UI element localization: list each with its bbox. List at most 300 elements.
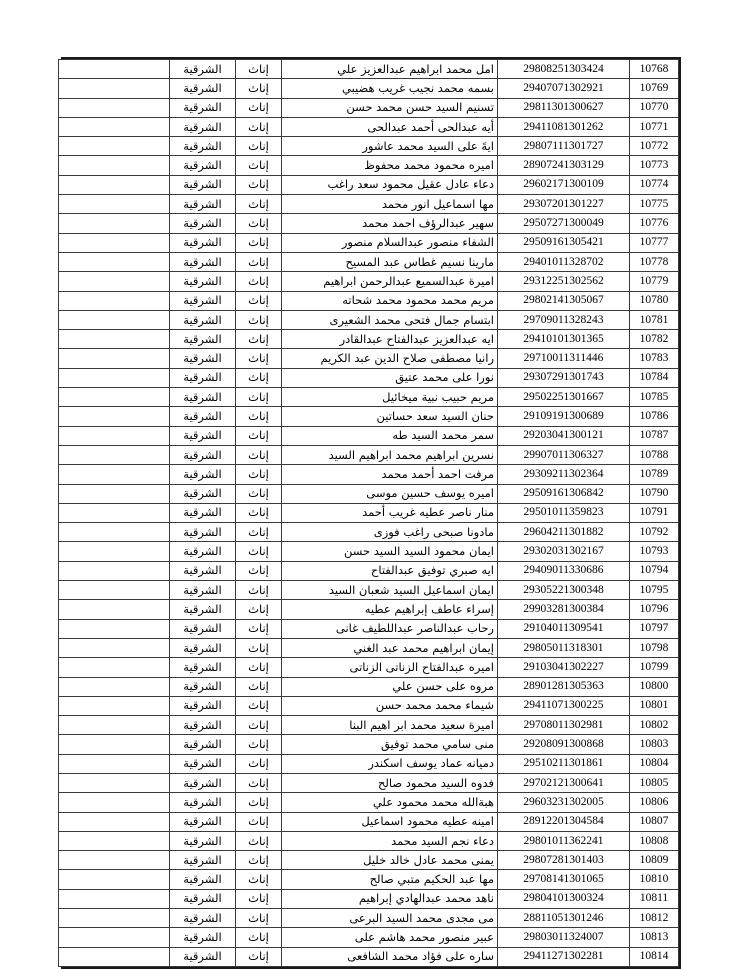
cell-national-id: 28912201304584 xyxy=(498,812,630,831)
cell-gender: إناث xyxy=(236,735,282,754)
cell-national-id: 29501011359823 xyxy=(498,503,630,522)
cell-blank xyxy=(59,696,170,715)
cell-sequence-number: 10776 xyxy=(630,214,679,233)
cell-gender: إناث xyxy=(236,291,282,310)
cell-national-id: 29302031302167 xyxy=(498,542,630,561)
cell-sequence-number: 10798 xyxy=(630,638,679,657)
table-row xyxy=(59,754,679,773)
cell-sequence-number: 10783 xyxy=(630,349,679,368)
table-row xyxy=(59,484,679,503)
cell-national-id: 29411081301262 xyxy=(498,117,630,136)
cell-blank xyxy=(59,561,170,580)
cell-gender: إناث xyxy=(236,773,282,792)
cell-sequence-number: 10772 xyxy=(630,137,679,156)
table-row xyxy=(59,638,679,657)
cell-person-name: منار ناصر عطيه غريب أحمد xyxy=(282,503,498,522)
cell-gender: إناث xyxy=(236,175,282,194)
cell-sequence-number: 10812 xyxy=(630,909,679,928)
cell-gender: إناث xyxy=(236,523,282,542)
cell-gender: إناث xyxy=(236,831,282,850)
cell-governorate: الشرقية xyxy=(170,716,236,735)
cell-national-id: 28811051301246 xyxy=(498,909,630,928)
cell-sequence-number: 10792 xyxy=(630,523,679,542)
table-row xyxy=(59,561,679,580)
cell-blank xyxy=(59,716,170,735)
table-row xyxy=(59,600,679,619)
cell-gender: إناث xyxy=(236,600,282,619)
cell-blank xyxy=(59,233,170,252)
cell-national-id: 29702121300641 xyxy=(498,773,630,792)
table-row xyxy=(59,117,679,136)
cell-sequence-number: 10778 xyxy=(630,252,679,271)
cell-national-id: 29307291301743 xyxy=(498,368,630,387)
cell-governorate: الشرقية xyxy=(170,214,236,233)
cell-sequence-number: 10802 xyxy=(630,716,679,735)
cell-gender: إناث xyxy=(236,638,282,657)
cell-gender: إناث xyxy=(236,503,282,522)
cell-blank xyxy=(59,870,170,889)
table-row xyxy=(59,465,679,484)
cell-blank xyxy=(59,407,170,426)
cell-national-id: 29305221300348 xyxy=(498,581,630,600)
cell-national-id: 29312251302562 xyxy=(498,272,630,291)
cell-governorate: الشرقية xyxy=(170,98,236,117)
cell-gender: إناث xyxy=(236,79,282,98)
cell-gender: إناث xyxy=(236,889,282,908)
cell-person-name: ايمان محمود السيد السيد حسن xyxy=(282,542,498,561)
cell-sequence-number: 10785 xyxy=(630,388,679,407)
cell-national-id: 29411271302281 xyxy=(498,947,630,966)
table-row xyxy=(59,909,679,928)
cell-governorate: الشرقية xyxy=(170,79,236,98)
cell-national-id: 29801011362241 xyxy=(498,831,630,850)
cell-person-name: الشفاء منصور عبدالسلام منصور xyxy=(282,233,498,252)
cell-person-name: دعاء عادل عقيل محمود سعد راغب xyxy=(282,175,498,194)
cell-national-id: 29411071300225 xyxy=(498,696,630,715)
cell-national-id: 29807111301727 xyxy=(498,137,630,156)
cell-gender: إناث xyxy=(236,426,282,445)
cell-blank xyxy=(59,754,170,773)
cell-sequence-number: 10781 xyxy=(630,310,679,329)
cell-sequence-number: 10807 xyxy=(630,812,679,831)
cell-governorate: الشرقية xyxy=(170,677,236,696)
cell-blank xyxy=(59,503,170,522)
cell-gender: إناث xyxy=(236,117,282,136)
cell-sequence-number: 10775 xyxy=(630,195,679,214)
table-row xyxy=(59,658,679,677)
cell-governorate: الشرقية xyxy=(170,388,236,407)
cell-governorate: الشرقية xyxy=(170,638,236,657)
cell-gender: إناث xyxy=(236,407,282,426)
table-row xyxy=(59,523,679,542)
cell-sequence-number: 10803 xyxy=(630,735,679,754)
cell-national-id: 29510211301861 xyxy=(498,754,630,773)
cell-person-name: يمنى محمد عادل خالد خليل xyxy=(282,851,498,870)
cell-blank xyxy=(59,195,170,214)
cell-governorate: الشرقية xyxy=(170,735,236,754)
cell-sequence-number: 10793 xyxy=(630,542,679,561)
cell-person-name: رحاب عبدالناصر عبداللطيف غانى xyxy=(282,619,498,638)
cell-blank xyxy=(59,909,170,928)
cell-person-name: ناهد محمد عبدالهادي إبراهيم xyxy=(282,889,498,908)
cell-national-id: 29802141305067 xyxy=(498,291,630,310)
cell-governorate: الشرقية xyxy=(170,600,236,619)
cell-person-name: تسنيم السيد حسن محمد حسن xyxy=(282,98,498,117)
cell-national-id: 29807281301403 xyxy=(498,851,630,870)
cell-person-name: أيه عبدالحى أحمد عبدالحى xyxy=(282,117,498,136)
cell-national-id: 29708011302981 xyxy=(498,716,630,735)
table-row xyxy=(59,407,679,426)
cell-sequence-number: 10784 xyxy=(630,368,679,387)
cell-person-name: مرفت احمد أحمد محمد xyxy=(282,465,498,484)
cell-governorate: الشرقية xyxy=(170,619,236,638)
cell-blank xyxy=(59,581,170,600)
cell-blank xyxy=(59,388,170,407)
cell-governorate: الشرقية xyxy=(170,349,236,368)
cell-person-name: ساره على فؤاد محمد الشافعى xyxy=(282,947,498,966)
cell-person-name: ايه صبري توفيق عبدالفتاح xyxy=(282,561,498,580)
cell-person-name: اميرة عبدالسميع عبدالرحمن ابراهيم xyxy=(282,272,498,291)
cell-blank xyxy=(59,658,170,677)
cell-sequence-number: 10796 xyxy=(630,600,679,619)
cell-governorate: الشرقية xyxy=(170,658,236,677)
cell-gender: إناث xyxy=(236,349,282,368)
cell-sequence-number: 10791 xyxy=(630,503,679,522)
cell-governorate: الشرقية xyxy=(170,117,236,136)
cell-governorate: الشرقية xyxy=(170,195,236,214)
cell-sequence-number: 10805 xyxy=(630,773,679,792)
cell-gender: إناث xyxy=(236,754,282,773)
cell-national-id: 29104011309541 xyxy=(498,619,630,638)
table-row xyxy=(59,272,679,291)
cell-person-name: نورا على محمد عتيق xyxy=(282,368,498,387)
cell-national-id: 29708141301065 xyxy=(498,870,630,889)
cell-blank xyxy=(59,79,170,98)
cell-gender: إناث xyxy=(236,465,282,484)
cell-blank xyxy=(59,291,170,310)
cell-gender: إناث xyxy=(236,947,282,966)
cell-governorate: الشرقية xyxy=(170,696,236,715)
cell-blank xyxy=(59,928,170,947)
cell-blank xyxy=(59,445,170,464)
cell-person-name: شيماء محمد محمد حسن xyxy=(282,696,498,715)
table-row xyxy=(59,542,679,561)
cell-blank xyxy=(59,889,170,908)
cell-sequence-number: 10768 xyxy=(630,60,679,79)
table-row xyxy=(59,831,679,850)
cell-governorate: الشرقية xyxy=(170,252,236,271)
cell-national-id: 29410101301365 xyxy=(498,330,630,349)
cell-national-id: 29309211302364 xyxy=(498,465,630,484)
cell-gender: إناث xyxy=(236,851,282,870)
cell-sequence-number: 10788 xyxy=(630,445,679,464)
cell-sequence-number: 10797 xyxy=(630,619,679,638)
cell-gender: إناث xyxy=(236,870,282,889)
table-row xyxy=(59,773,679,792)
cell-person-name: اميره عبدالفتاح الزناتى الزناتى xyxy=(282,658,498,677)
cell-national-id: 29401011328702 xyxy=(498,252,630,271)
cell-governorate: الشرقية xyxy=(170,330,236,349)
cell-gender: إناث xyxy=(236,793,282,812)
table-row xyxy=(59,388,679,407)
cell-blank xyxy=(59,484,170,503)
table-row xyxy=(59,793,679,812)
cell-person-name: نسرين ابراهيم محمد ابراهيم السيد xyxy=(282,445,498,464)
cell-sequence-number: 10789 xyxy=(630,465,679,484)
cell-national-id: 29602171300109 xyxy=(498,175,630,194)
cell-national-id: 29103041302227 xyxy=(498,658,630,677)
table-row xyxy=(59,619,679,638)
cell-governorate: الشرقية xyxy=(170,175,236,194)
table-row xyxy=(59,947,679,966)
table-row xyxy=(59,310,679,329)
table-row xyxy=(59,214,679,233)
table-row xyxy=(59,445,679,464)
cell-blank xyxy=(59,600,170,619)
cell-sequence-number: 10782 xyxy=(630,330,679,349)
cell-blank xyxy=(59,619,170,638)
table-row xyxy=(59,677,679,696)
cell-gender: إناث xyxy=(236,310,282,329)
cell-person-name: سمر محمد السيد طه xyxy=(282,426,498,445)
cell-person-name: دميانه عماد يوسف اسكندر xyxy=(282,754,498,773)
table-row xyxy=(59,349,679,368)
cell-person-name: مها اسماعيل انور محمد xyxy=(282,195,498,214)
table-row xyxy=(59,581,679,600)
cell-gender: إناث xyxy=(236,388,282,407)
cell-sequence-number: 10779 xyxy=(630,272,679,291)
table-row xyxy=(59,368,679,387)
cell-gender: إناث xyxy=(236,716,282,735)
cell-gender: إناث xyxy=(236,619,282,638)
cell-sequence-number: 10799 xyxy=(630,658,679,677)
cell-person-name: دعاء نجم السيد محمد xyxy=(282,831,498,850)
cell-national-id: 29808251303424 xyxy=(498,60,630,79)
cell-blank xyxy=(59,330,170,349)
table-row xyxy=(59,503,679,522)
cell-blank xyxy=(59,252,170,271)
cell-gender: إناث xyxy=(236,330,282,349)
cell-national-id: 28901281305363 xyxy=(498,677,630,696)
table-row xyxy=(59,175,679,194)
cell-gender: إناث xyxy=(236,542,282,561)
table-row xyxy=(59,716,679,735)
cell-governorate: الشرقية xyxy=(170,947,236,966)
cell-person-name: إسراء عاطف إبراهيم عطيه xyxy=(282,600,498,619)
cell-national-id: 29502251301667 xyxy=(498,388,630,407)
cell-governorate: الشرقية xyxy=(170,445,236,464)
cell-blank xyxy=(59,368,170,387)
table-row xyxy=(59,889,679,908)
cell-gender: إناث xyxy=(236,195,282,214)
cell-national-id: 29203041300121 xyxy=(498,426,630,445)
cell-blank xyxy=(59,851,170,870)
cell-blank xyxy=(59,60,170,79)
cell-person-name: ايةَ على السيد محمد عاشور xyxy=(282,137,498,156)
cell-person-name: اميره يوسف حسين موسى xyxy=(282,484,498,503)
cell-governorate: الشرقية xyxy=(170,561,236,580)
cell-blank xyxy=(59,947,170,966)
cell-gender: إناث xyxy=(236,658,282,677)
cell-person-name: منى سامي محمد توفيق xyxy=(282,735,498,754)
table-row xyxy=(59,851,679,870)
cell-sequence-number: 10808 xyxy=(630,831,679,850)
cell-national-id: 29811301300627 xyxy=(498,98,630,117)
cell-national-id: 28907241303129 xyxy=(498,156,630,175)
cell-person-name: امل محمد ابراهيم عبدالعزيز علي xyxy=(282,60,498,79)
cell-gender: إناث xyxy=(236,909,282,928)
cell-sequence-number: 10770 xyxy=(630,98,679,117)
cell-governorate: الشرقية xyxy=(170,310,236,329)
cell-gender: إناث xyxy=(236,581,282,600)
cell-governorate: الشرقية xyxy=(170,793,236,812)
cell-person-name: مريم محمد محمود محمد شحاته xyxy=(282,291,498,310)
cell-governorate: الشرقية xyxy=(170,272,236,291)
table-row xyxy=(59,928,679,947)
cell-person-name: حنان السيد سعد حساتين xyxy=(282,407,498,426)
cell-gender: إناث xyxy=(236,696,282,715)
roster-table-body xyxy=(59,60,679,967)
cell-blank xyxy=(59,773,170,792)
cell-sequence-number: 10777 xyxy=(630,233,679,252)
cell-gender: إناث xyxy=(236,928,282,947)
cell-person-name: اميره محمود محمد محفوظ xyxy=(282,156,498,175)
table-row xyxy=(59,137,679,156)
cell-blank xyxy=(59,812,170,831)
cell-sequence-number: 10801 xyxy=(630,696,679,715)
cell-blank xyxy=(59,735,170,754)
cell-national-id: 29409011330686 xyxy=(498,561,630,580)
cell-gender: إناث xyxy=(236,368,282,387)
cell-person-name: بسمه محمد نجيب غريب هضيبي xyxy=(282,79,498,98)
cell-blank xyxy=(59,465,170,484)
table-row xyxy=(59,98,679,117)
cell-person-name: رانيا مصطفى صلاح الدين عبد الكريم xyxy=(282,349,498,368)
cell-blank xyxy=(59,175,170,194)
table-row xyxy=(59,60,679,79)
table-row xyxy=(59,735,679,754)
cell-national-id: 29208091300868 xyxy=(498,735,630,754)
cell-sequence-number: 10806 xyxy=(630,793,679,812)
cell-governorate: الشرقية xyxy=(170,831,236,850)
cell-governorate: الشرقية xyxy=(170,754,236,773)
cell-blank xyxy=(59,542,170,561)
cell-sequence-number: 10786 xyxy=(630,407,679,426)
roster-table xyxy=(58,59,679,967)
cell-national-id: 29907011306327 xyxy=(498,445,630,464)
cell-governorate: الشرقية xyxy=(170,407,236,426)
cell-gender: إناث xyxy=(236,156,282,175)
cell-sequence-number: 10780 xyxy=(630,291,679,310)
cell-sequence-number: 10795 xyxy=(630,581,679,600)
cell-governorate: الشرقية xyxy=(170,368,236,387)
cell-governorate: الشرقية xyxy=(170,773,236,792)
cell-blank xyxy=(59,793,170,812)
cell-blank xyxy=(59,137,170,156)
cell-national-id: 29903281300384 xyxy=(498,600,630,619)
cell-sequence-number: 10809 xyxy=(630,851,679,870)
cell-gender: إناث xyxy=(236,60,282,79)
cell-national-id: 29307201301227 xyxy=(498,195,630,214)
table-row xyxy=(59,812,679,831)
cell-blank xyxy=(59,117,170,136)
cell-sequence-number: 10811 xyxy=(630,889,679,908)
cell-national-id: 29804101300324 xyxy=(498,889,630,908)
table-row xyxy=(59,330,679,349)
table-row xyxy=(59,870,679,889)
cell-sequence-number: 10771 xyxy=(630,117,679,136)
cell-sequence-number: 10790 xyxy=(630,484,679,503)
cell-sequence-number: 10804 xyxy=(630,754,679,773)
table-row xyxy=(59,233,679,252)
cell-national-id: 29509161306842 xyxy=(498,484,630,503)
cell-person-name: مادونا صبحى راغب فوزى xyxy=(282,523,498,542)
cell-governorate: الشرقية xyxy=(170,484,236,503)
cell-person-name: عبير منصور محمد هاشم على xyxy=(282,928,498,947)
cell-person-name: مروه على حسن علي xyxy=(282,677,498,696)
cell-person-name: فدوه السيد محمود صالح xyxy=(282,773,498,792)
cell-blank xyxy=(59,214,170,233)
cell-blank xyxy=(59,156,170,175)
table-row xyxy=(59,79,679,98)
cell-gender: إناث xyxy=(236,484,282,503)
cell-national-id: 29710011311446 xyxy=(498,349,630,368)
cell-person-name: مريم حبيب نبية ميخائيل xyxy=(282,388,498,407)
cell-gender: إناث xyxy=(236,272,282,291)
cell-sequence-number: 10810 xyxy=(630,870,679,889)
cell-governorate: الشرقية xyxy=(170,503,236,522)
cell-person-name: إيمان ابراهيم محمد عبد الغني xyxy=(282,638,498,657)
table-row xyxy=(59,291,679,310)
cell-governorate: الشرقية xyxy=(170,426,236,445)
cell-governorate: الشرقية xyxy=(170,137,236,156)
cell-sequence-number: 10787 xyxy=(630,426,679,445)
cell-sequence-number: 10773 xyxy=(630,156,679,175)
cell-person-name: امينه عطيه محمود اسماعيل xyxy=(282,812,498,831)
cell-national-id: 29603231302005 xyxy=(498,793,630,812)
cell-gender: إناث xyxy=(236,812,282,831)
cell-blank xyxy=(59,272,170,291)
cell-sequence-number: 10800 xyxy=(630,677,679,696)
cell-person-name: ابتسام جمال فتحى محمد الشعيرى xyxy=(282,310,498,329)
roster-table-container xyxy=(61,57,681,969)
cell-blank xyxy=(59,677,170,696)
cell-gender: إناث xyxy=(236,98,282,117)
cell-gender: إناث xyxy=(236,233,282,252)
cell-blank xyxy=(59,98,170,117)
cell-governorate: الشرقية xyxy=(170,233,236,252)
cell-governorate: الشرقية xyxy=(170,870,236,889)
cell-national-id: 29507271300049 xyxy=(498,214,630,233)
cell-governorate: الشرقية xyxy=(170,156,236,175)
cell-gender: إناث xyxy=(236,561,282,580)
cell-person-name: مى مجدى محمد السيد البرعى xyxy=(282,909,498,928)
cell-national-id: 29509161305421 xyxy=(498,233,630,252)
cell-blank xyxy=(59,426,170,445)
cell-gender: إناث xyxy=(236,677,282,696)
cell-blank xyxy=(59,831,170,850)
cell-governorate: الشرقية xyxy=(170,851,236,870)
cell-national-id: 29604211301882 xyxy=(498,523,630,542)
cell-national-id: 29709011328243 xyxy=(498,310,630,329)
table-row xyxy=(59,252,679,271)
cell-person-name: ايه عبدالعزيز عبدالفتاح عبدالقادر xyxy=(282,330,498,349)
cell-governorate: الشرقية xyxy=(170,581,236,600)
cell-gender: إناث xyxy=(236,252,282,271)
cell-governorate: الشرقية xyxy=(170,291,236,310)
cell-national-id: 29805011318301 xyxy=(498,638,630,657)
cell-national-id: 29109191300689 xyxy=(498,407,630,426)
